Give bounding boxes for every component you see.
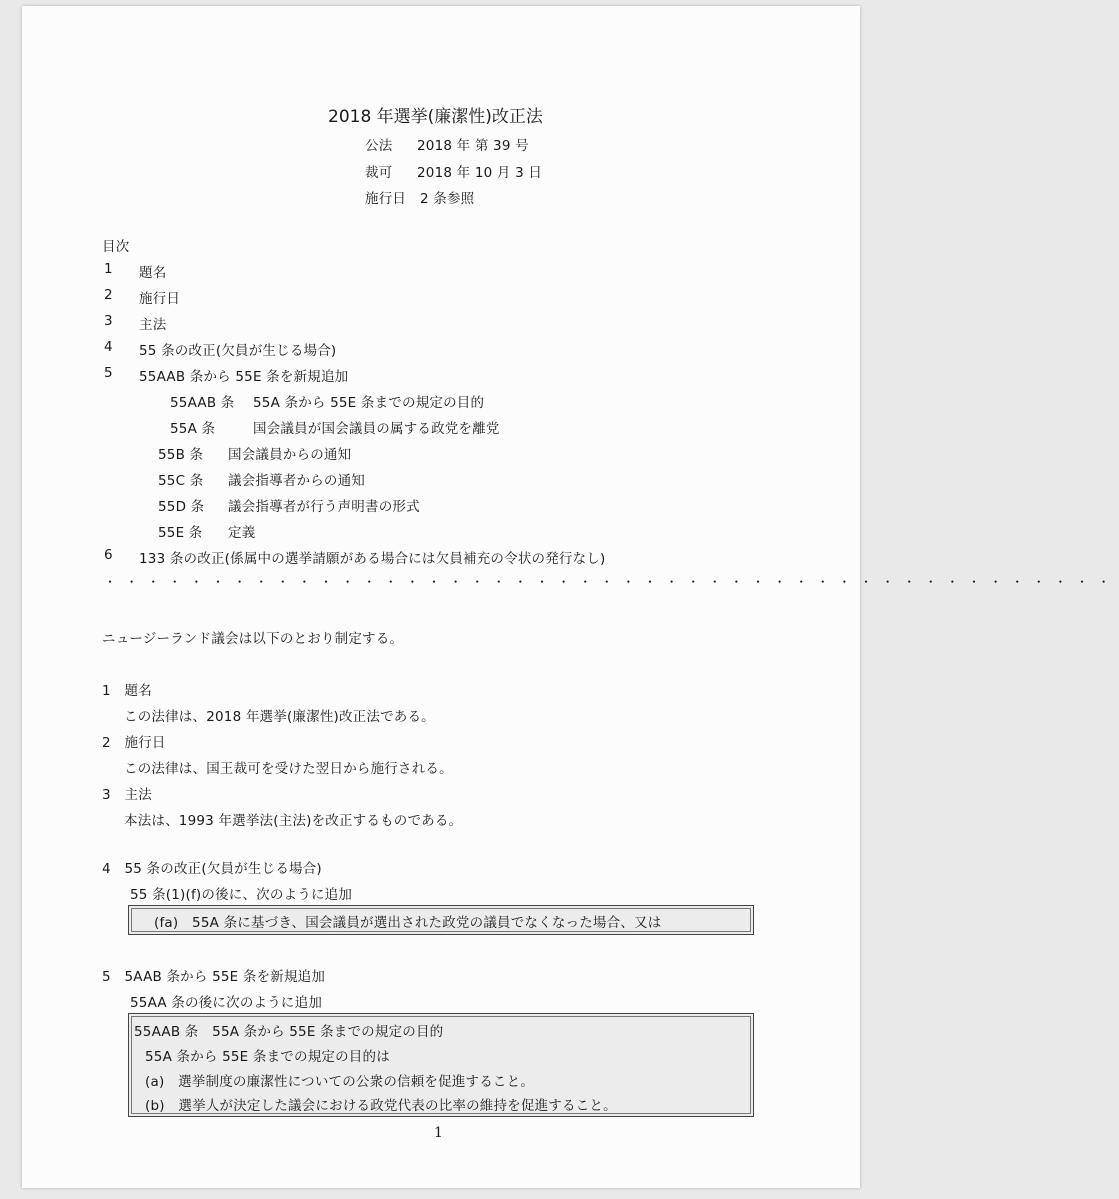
amendment-55aab-item-a: (a) 選挙制度の廉潔性についての公衆の信頼を促進すること。 xyxy=(145,1074,535,1090)
toc-item-text: 55 条の改正(欠員が生じる場合) xyxy=(139,343,337,359)
toc-item-num: 3 xyxy=(104,313,113,329)
toc-subitem-num: 55AAB 条 xyxy=(170,395,235,411)
section-1-body: この法律は、2018 年選挙(廉潔性)改正法である。 xyxy=(124,709,435,725)
toc-item-num: 1 xyxy=(104,261,113,277)
meta-value-promulgation: 2018 年 第 39 号 xyxy=(417,138,529,154)
toc-heading: 目次 xyxy=(102,239,130,255)
document-page xyxy=(22,6,1119,1188)
amendment-55aab-item-b: (b) 選挙人が決定した議会における政党代表の比率の維持を促進すること。 xyxy=(145,1098,617,1114)
toc-subitem-num: 55A 条 xyxy=(170,421,216,437)
section-2-body: この法律は、国王裁可を受けた翌日から施行される。 xyxy=(124,761,453,777)
section-4-instruction: 55 条(1)(f)の後に、次のように追加 xyxy=(130,887,353,903)
section-5-heading: 5 5AAB 条から 55E 条を新規追加 xyxy=(102,969,326,985)
meta-value-assent: 2018 年 10 月 3 日 xyxy=(417,165,543,181)
toc-subitem-num: 55B 条 xyxy=(158,447,204,463)
dotted-separator: ・・・・・・・・・・・・・・・・・・・・・・・・・・・・・・・・・・・・・・・・・・・・・・・ xyxy=(104,575,1119,589)
section-1-heading: 1 題名 xyxy=(102,683,152,699)
toc-subitem-text: 議会指導者からの通知 xyxy=(228,473,365,489)
toc-item-num: 6 xyxy=(104,547,113,563)
section-3-heading: 3 主法 xyxy=(102,787,152,803)
toc-subitem-text: 議会指導者が行う声明書の形式 xyxy=(228,499,420,515)
section-4-heading: 4 55 条の改正(欠員が生じる場合) xyxy=(102,861,322,877)
toc-item-num: 4 xyxy=(104,339,113,355)
amendment-box-fa xyxy=(128,905,754,935)
section-2-heading: 2 施行日 xyxy=(102,735,166,751)
toc-item-text: 133 条の改正(係属中の選挙請願がある場合には欠員補充の令状の発行なし) xyxy=(139,551,606,567)
toc-item-text: 題名 xyxy=(139,265,167,281)
enacting-clause: ニュージーランド議会は以下のとおり制定する。 xyxy=(102,631,404,647)
toc-item-num: 2 xyxy=(104,287,113,303)
toc-item-text: 主法 xyxy=(139,317,167,333)
toc-subitem-text: 国会議員が国会議員の属する政党を離党 xyxy=(253,421,500,437)
toc-item-text: 55AAB 条から 55E 条を新規追加 xyxy=(139,369,349,385)
document-title: 2018 年選挙(廉潔性)改正法 xyxy=(328,107,543,127)
meta-label-assent: 裁可 xyxy=(365,165,393,181)
toc-subitem-text: 定義 xyxy=(228,525,256,541)
amendment-box-55aab xyxy=(128,1013,754,1117)
amendment-55aab-lead: 55A 条から 55E 条までの規定の目的は xyxy=(145,1049,390,1065)
toc-subitem-text: 55A 条から 55E 条までの規定の目的 xyxy=(253,395,485,411)
toc-subitem-num: 55C 条 xyxy=(158,473,204,489)
meta-value-commencement: 2 条参照 xyxy=(420,191,475,207)
meta-label-promulgation: 公法 xyxy=(365,138,393,154)
section-3-body: 本法は、1993 年選挙法(主法)を改正するものである。 xyxy=(124,813,463,829)
toc-item-text: 施行日 xyxy=(139,291,181,307)
section-5-instruction: 55AA 条の後に次のように追加 xyxy=(130,995,323,1011)
page-number: 1 xyxy=(434,1125,443,1141)
toc-subitem-text: 国会議員からの通知 xyxy=(228,447,352,463)
meta-label-commencement: 施行日 xyxy=(365,191,407,207)
amendment-text-fa: (fa) 55A 条に基づき、国会議員が選出された政党の議員でなくなった場合、又は xyxy=(154,915,662,931)
toc-item-num: 5 xyxy=(104,365,113,381)
amendment-55aab-title: 55AAB 条 55A 条から 55E 条までの規定の目的 xyxy=(134,1024,444,1040)
toc-subitem-num: 55D 条 xyxy=(158,499,205,515)
toc-subitem-num: 55E 条 xyxy=(158,525,203,541)
